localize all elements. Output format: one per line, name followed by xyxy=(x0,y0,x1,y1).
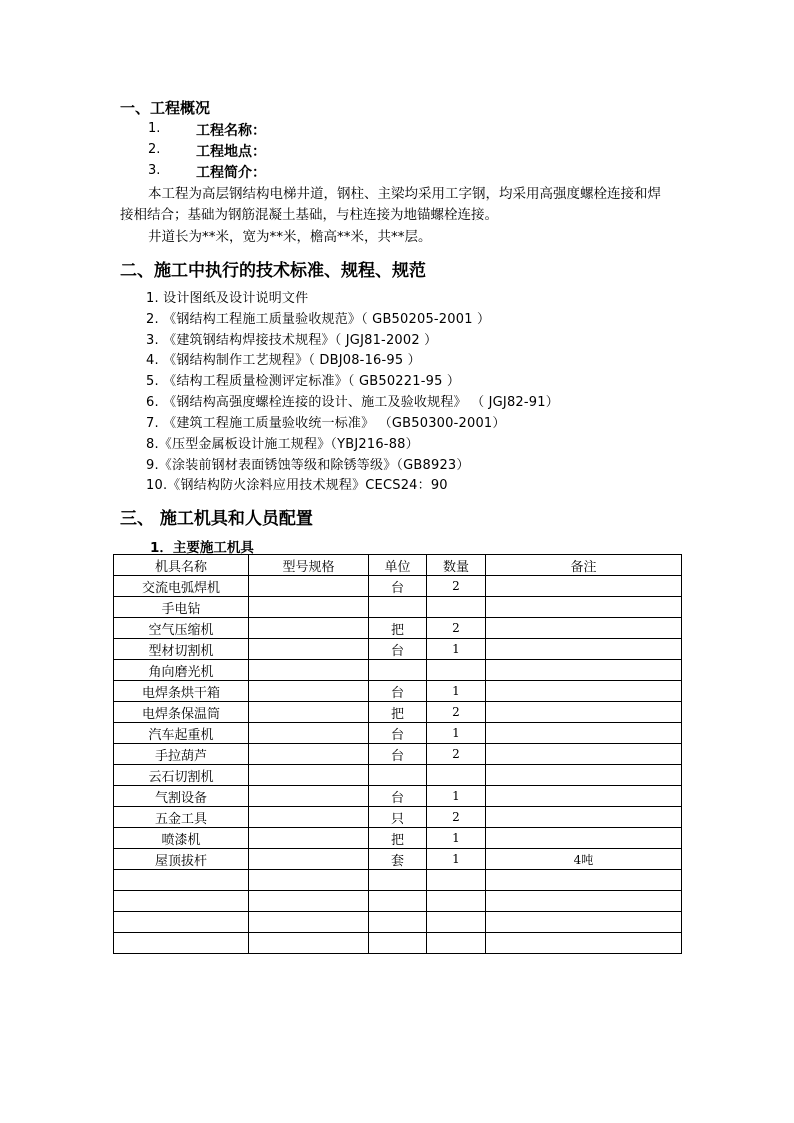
equipment-table xyxy=(113,554,682,954)
cell-quantity: 2 xyxy=(427,618,486,639)
cell-quantity: 2 xyxy=(427,576,486,597)
cell-unit: 把 xyxy=(369,618,427,639)
cell-equipment-name: 云石切割机 xyxy=(114,765,249,786)
cell-unit: 只 xyxy=(369,807,427,828)
cell-unit xyxy=(369,912,427,933)
table-row xyxy=(114,723,682,744)
table-row xyxy=(114,681,682,702)
cell-remarks xyxy=(486,576,682,597)
cell-equipment-name xyxy=(114,870,249,891)
table-row xyxy=(114,765,682,786)
item-number: 2. xyxy=(148,142,161,157)
cell-model-spec xyxy=(249,576,369,597)
project-intro-label: 工程简介： xyxy=(196,165,266,181)
cell-model-spec xyxy=(249,618,369,639)
table-row xyxy=(114,933,682,954)
cell-quantity xyxy=(427,891,486,912)
intro-paragraph-line2: 接相结合；基础为钢筋混凝土基础，与柱连接为地锚螺栓连接。 xyxy=(120,207,498,223)
item-number: 1. xyxy=(148,121,161,136)
cell-model-spec xyxy=(249,933,369,954)
table-body xyxy=(114,576,682,954)
cell-quantity: 2 xyxy=(427,744,486,765)
item-number: 3. xyxy=(148,163,161,178)
cell-quantity xyxy=(427,912,486,933)
cell-unit: 台 xyxy=(369,639,427,660)
cell-model-spec xyxy=(249,702,369,723)
cell-model-spec xyxy=(249,765,369,786)
cell-remarks xyxy=(486,681,682,702)
cell-remarks xyxy=(486,597,682,618)
cell-equipment-name: 屋顶拔杆 xyxy=(114,849,249,870)
cell-remarks xyxy=(486,744,682,765)
cell-model-spec xyxy=(249,870,369,891)
cell-remarks xyxy=(486,828,682,849)
cell-unit: 把 xyxy=(369,828,427,849)
table-row xyxy=(114,870,682,891)
cell-remarks xyxy=(486,618,682,639)
standard-item: 2. 《钢结构工程施工质量验收规范》（ GB50205-2001 ） xyxy=(146,312,491,327)
table-header-row xyxy=(114,555,682,576)
standard-item: 9.《涂装前钢材表面锈蚀等级和除锈等级》（GB8923） xyxy=(146,458,470,473)
cell-quantity: 1 xyxy=(427,828,486,849)
table-row xyxy=(114,639,682,660)
cell-remarks xyxy=(486,912,682,933)
cell-quantity xyxy=(427,933,486,954)
section3-title: 三、 施工机具和人员配置 xyxy=(120,509,313,529)
intro-paragraph-line1: 本工程为高层钢结构电梯井道，钢柱、主梁均采用工字钢，均采用高强度螺栓连接和焊 xyxy=(148,186,661,202)
cell-equipment-name: 角向磨光机 xyxy=(114,660,249,681)
cell-remarks xyxy=(486,786,682,807)
header-remarks: 备注 xyxy=(486,555,682,576)
cell-unit xyxy=(369,933,427,954)
cell-quantity: 1 xyxy=(427,639,486,660)
table-row xyxy=(114,702,682,723)
cell-model-spec xyxy=(249,744,369,765)
standard-item: 7. 《建筑工程施工质量验收统一标准》 （GB50300-2001） xyxy=(146,416,506,431)
cell-quantity: 1 xyxy=(427,849,486,870)
table-row xyxy=(114,828,682,849)
section2-title: 二、施工中执行的技术标准、规程、规范 xyxy=(120,261,426,281)
cell-remarks xyxy=(486,765,682,786)
cell-model-spec xyxy=(249,597,369,618)
cell-model-spec xyxy=(249,891,369,912)
cell-remarks xyxy=(486,933,682,954)
cell-quantity xyxy=(427,870,486,891)
cell-quantity: 2 xyxy=(427,702,486,723)
project-location-label: 工程地点： xyxy=(196,144,266,160)
cell-model-spec xyxy=(249,849,369,870)
header-quantity: 数量 xyxy=(427,555,486,576)
cell-equipment-name: 电焊条烘干箱 xyxy=(114,681,249,702)
table-row xyxy=(114,597,682,618)
table-row xyxy=(114,849,682,870)
cell-unit: 台 xyxy=(369,723,427,744)
table-row xyxy=(114,576,682,597)
cell-remarks xyxy=(486,702,682,723)
equipment-subtitle: 1．主要施工机具 xyxy=(150,540,254,556)
cell-unit: 台 xyxy=(369,681,427,702)
table-row xyxy=(114,660,682,681)
standard-item: 1. 设计图纸及设计说明文件 xyxy=(146,291,309,306)
standard-item: 6. 《钢结构高强度螺栓连接的设计、施工及验收规程》 （ JGJ82-91） xyxy=(146,395,559,410)
cell-unit: 把 xyxy=(369,702,427,723)
cell-remarks xyxy=(486,723,682,744)
cell-unit: 套 xyxy=(369,849,427,870)
cell-remarks xyxy=(486,660,682,681)
cell-equipment-name: 五金工具 xyxy=(114,807,249,828)
table-row xyxy=(114,807,682,828)
cell-quantity: 1 xyxy=(427,786,486,807)
cell-remarks: 4吨 xyxy=(486,849,682,870)
cell-equipment-name: 手电钻 xyxy=(114,597,249,618)
cell-model-spec xyxy=(249,639,369,660)
table-row xyxy=(114,786,682,807)
cell-equipment-name xyxy=(114,912,249,933)
standard-item: 8.《压型金属板设计施工规程》（YBJ216-88） xyxy=(146,437,419,452)
cell-unit xyxy=(369,870,427,891)
standard-item: 5. 《结构工程质量检测评定标准》（ GB50221-95 ） xyxy=(146,374,461,389)
header-equipment-name: 机具名称 xyxy=(114,555,249,576)
cell-unit: 台 xyxy=(369,576,427,597)
cell-equipment-name: 手拉葫芦 xyxy=(114,744,249,765)
cell-remarks xyxy=(486,870,682,891)
cell-equipment-name: 空气压缩机 xyxy=(114,618,249,639)
cell-equipment-name xyxy=(114,933,249,954)
standard-item: 10.《钢结构防火涂料应用技术规程》CECS24：90 xyxy=(146,478,448,493)
table-row xyxy=(114,618,682,639)
standard-item: 3. 《建筑钢结构焊接技术规程》（ JGJ81-2002 ） xyxy=(146,333,438,348)
header-unit: 单位 xyxy=(369,555,427,576)
cell-model-spec xyxy=(249,723,369,744)
cell-equipment-name: 交流电弧焊机 xyxy=(114,576,249,597)
cell-remarks xyxy=(486,639,682,660)
cell-unit xyxy=(369,660,427,681)
cell-quantity: 2 xyxy=(427,807,486,828)
cell-unit: 台 xyxy=(369,786,427,807)
cell-quantity: 1 xyxy=(427,681,486,702)
cell-equipment-name: 电焊条保温筒 xyxy=(114,702,249,723)
table-row xyxy=(114,891,682,912)
cell-model-spec xyxy=(249,681,369,702)
cell-unit: 台 xyxy=(369,744,427,765)
project-name-label: 工程名称： xyxy=(196,123,266,139)
cell-equipment-name: 喷漆机 xyxy=(114,828,249,849)
cell-remarks xyxy=(486,807,682,828)
cell-quantity: 1 xyxy=(427,723,486,744)
section1-title: 一、工程概况 xyxy=(120,99,211,117)
cell-quantity xyxy=(427,597,486,618)
cell-quantity xyxy=(427,765,486,786)
cell-model-spec xyxy=(249,786,369,807)
cell-unit xyxy=(369,597,427,618)
cell-equipment-name: 型材切割机 xyxy=(114,639,249,660)
cell-model-spec xyxy=(249,912,369,933)
header-model-spec: 型号规格 xyxy=(249,555,369,576)
cell-model-spec xyxy=(249,660,369,681)
cell-model-spec xyxy=(249,807,369,828)
shaft-dimensions: 井道长为**米，宽为**米，檐高**米，共**层。 xyxy=(148,229,432,245)
cell-model-spec xyxy=(249,828,369,849)
cell-equipment-name: 气割设备 xyxy=(114,786,249,807)
cell-remarks xyxy=(486,891,682,912)
table-row xyxy=(114,744,682,765)
table-row xyxy=(114,912,682,933)
cell-unit xyxy=(369,891,427,912)
cell-equipment-name xyxy=(114,891,249,912)
cell-equipment-name: 汽车起重机 xyxy=(114,723,249,744)
standard-item: 4. 《钢结构制作工艺规程》（ DBJ08-16-95 ） xyxy=(146,353,421,368)
cell-unit xyxy=(369,765,427,786)
cell-quantity xyxy=(427,660,486,681)
